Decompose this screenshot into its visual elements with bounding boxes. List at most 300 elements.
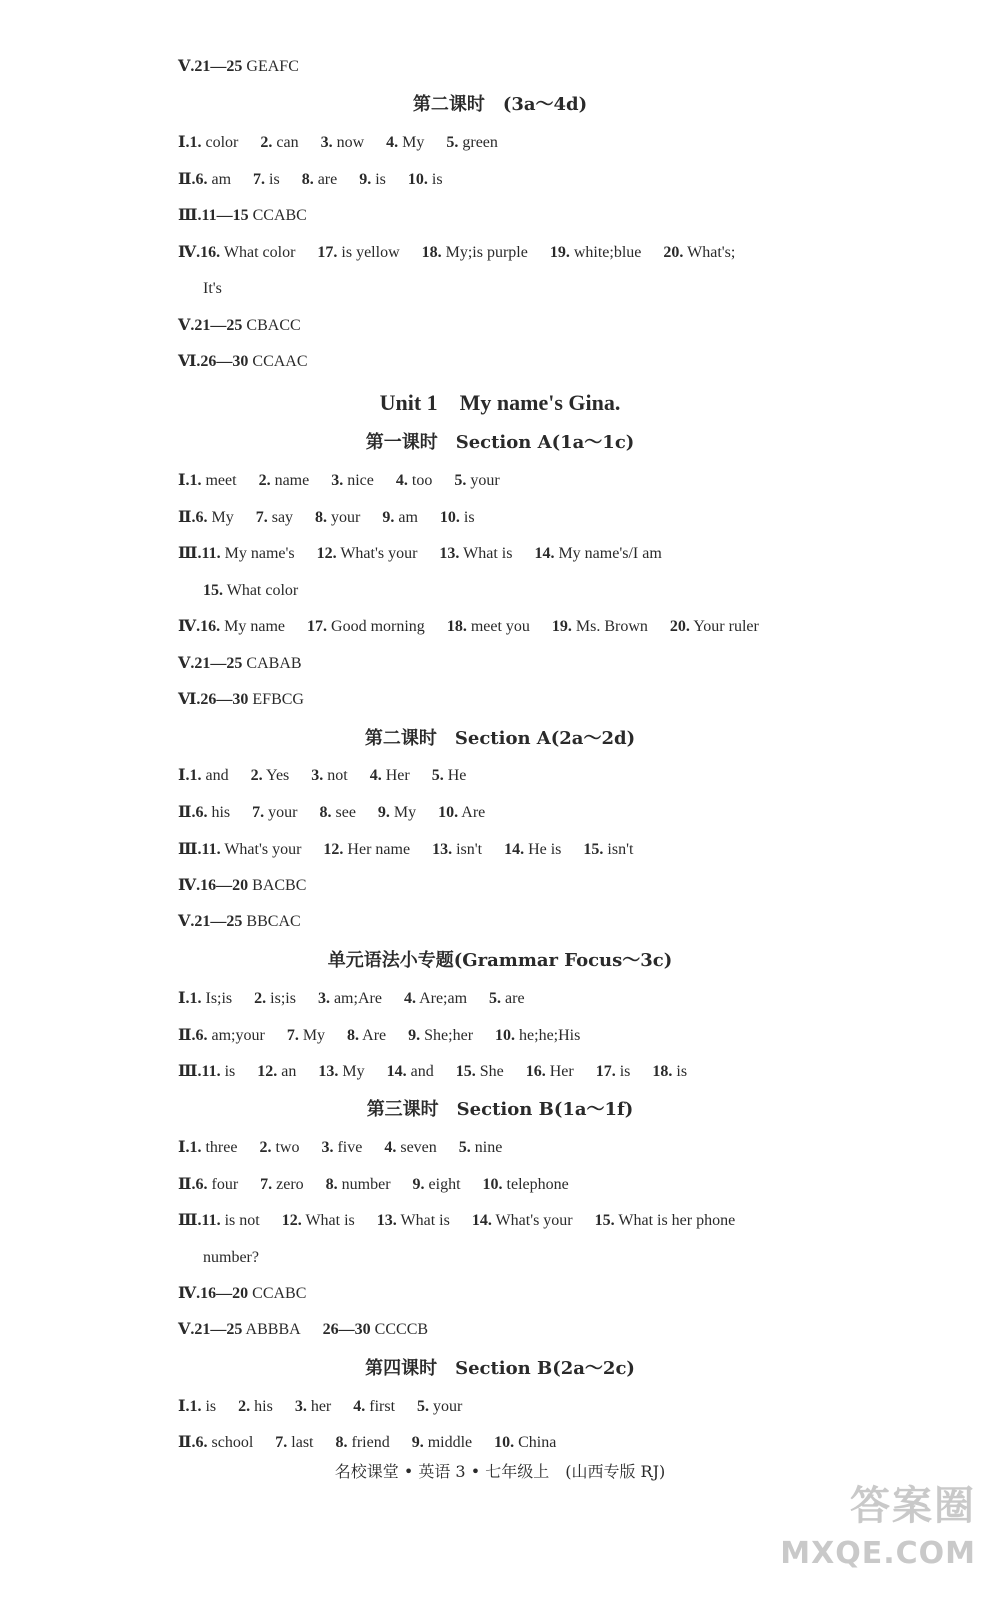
answer-text: is	[676, 1063, 688, 1080]
question-number: 15.	[594, 1212, 615, 1229]
answer-item	[422, 243, 528, 263]
answer-text: What is her phone	[618, 1212, 736, 1229]
question-group-label: Ⅴ.	[178, 58, 195, 75]
answer-text: name	[274, 472, 310, 489]
answer-item	[200, 1284, 306, 1304]
answer-text: white;blue	[573, 244, 642, 261]
question-number: 6.	[195, 1027, 208, 1044]
question-number: 15.	[203, 582, 223, 599]
answer-text: Is;is	[205, 990, 233, 1007]
answer-text: am;Are	[333, 990, 382, 1007]
question-number: 5.	[417, 1398, 430, 1415]
question-number: 14.	[386, 1063, 407, 1080]
question-number: 6.	[195, 1176, 208, 1193]
question-group-label: Ⅰ.	[178, 1398, 190, 1415]
answer-text: What color	[226, 582, 299, 599]
question-group-label: Ⅱ.	[178, 509, 196, 526]
answer-item	[387, 1062, 434, 1082]
answer-item	[318, 1062, 364, 1082]
answer-item	[295, 1397, 331, 1417]
answer-item	[251, 766, 290, 786]
question-number: 2.	[238, 1398, 251, 1415]
answer-item	[203, 1248, 259, 1268]
question-number: 3.	[331, 472, 344, 489]
answer-item	[408, 170, 443, 190]
answer-item	[326, 1175, 391, 1195]
answer-item	[408, 1026, 473, 1046]
answer-line	[178, 1320, 428, 1340]
answer-line	[178, 1138, 502, 1158]
answer-item	[321, 1138, 362, 1158]
answer-item	[446, 133, 498, 153]
question-number: 26—30	[200, 691, 249, 708]
question-number: 1.	[189, 767, 202, 784]
answer-text: isn't	[456, 841, 483, 858]
answer-item	[195, 1026, 264, 1046]
watermark-logo	[776, 1478, 976, 1590]
answer-text: last	[291, 1434, 314, 1451]
question-number: 4.	[386, 134, 399, 151]
answer-line	[178, 912, 301, 932]
answer-item	[494, 1433, 556, 1453]
answer-text: your	[268, 804, 298, 821]
answer-item	[335, 1433, 389, 1453]
answer-text: My name	[224, 618, 286, 635]
answer-line	[178, 243, 735, 263]
question-number: 4.	[395, 472, 408, 489]
answer-item	[201, 206, 306, 226]
answer-text: is not	[224, 1212, 260, 1229]
answer-text: What's;	[687, 244, 736, 261]
answer-item	[353, 1397, 395, 1417]
answer-item	[201, 1062, 235, 1082]
question-number: 14.	[534, 545, 555, 562]
answer-line	[178, 1397, 462, 1417]
page-footer: 名校课堂 • 英语 3 • 七年级上 (山西专版 RJ)	[334, 1462, 666, 1481]
answer-text: My	[302, 1027, 326, 1044]
question-number: 13.	[432, 841, 453, 858]
answer-text: Ms. Brown	[575, 618, 648, 635]
answer-text: are	[505, 990, 525, 1007]
question-group-label: Ⅰ.	[178, 990, 190, 1007]
question-number: 10.	[482, 1176, 503, 1193]
answer-text: not	[327, 767, 348, 784]
answer-item	[552, 617, 648, 637]
answer-item	[347, 1026, 386, 1046]
answer-item	[472, 1211, 573, 1231]
answer-text: say	[271, 509, 294, 526]
answer-item	[189, 989, 232, 1009]
answer-text: am;your	[211, 1027, 265, 1044]
answer-item	[323, 840, 410, 860]
answer-text: GEAFC	[246, 58, 299, 75]
answer-text: Her	[549, 1063, 574, 1080]
question-number: 13.	[318, 1063, 339, 1080]
answer-text: My	[211, 509, 234, 526]
question-number: 20.	[663, 244, 684, 261]
answer-text: What is	[463, 545, 513, 562]
question-number: 10.	[407, 171, 428, 188]
question-number: 6.	[195, 171, 208, 188]
answer-line	[178, 1062, 687, 1082]
question-number: 10.	[438, 804, 459, 821]
question-number: 19.	[551, 618, 572, 635]
question-number: 15.	[455, 1063, 476, 1080]
answer-item	[319, 803, 355, 823]
answer-text: He is	[528, 841, 562, 858]
answer-item	[489, 989, 525, 1009]
question-number: 9.	[412, 1176, 425, 1193]
answer-line	[178, 876, 306, 896]
answer-item	[252, 803, 297, 823]
answer-text: My	[402, 134, 425, 151]
question-number: 13.	[376, 1212, 397, 1229]
answer-text: am	[398, 509, 418, 526]
answer-item	[396, 471, 432, 491]
answer-text: My	[342, 1063, 365, 1080]
section-heading: 第一课时 Section A(1a～1c)	[365, 432, 635, 453]
question-number: 21—25	[194, 913, 243, 930]
question-number: 10.	[439, 509, 460, 526]
question-number: 9.	[408, 1027, 421, 1044]
answer-item	[238, 1397, 273, 1417]
answer-text: It's	[203, 280, 222, 297]
answer-text: meet you	[470, 618, 530, 635]
question-group-label: Ⅳ.	[178, 618, 201, 635]
question-group-label: Ⅳ.	[178, 877, 201, 894]
question-number: 11—15	[201, 207, 249, 224]
answer-text: She;her	[424, 1027, 474, 1044]
question-group-label: Ⅰ.	[178, 134, 190, 151]
watermark-logo-text: 答案圈	[850, 1483, 976, 1529]
answer-item	[189, 1397, 216, 1417]
question-number: 7.	[275, 1434, 288, 1451]
question-number: 21—25	[194, 1321, 243, 1338]
unit-title: Unit 1 My name's Gina.	[379, 390, 621, 415]
answer-text: and	[205, 767, 229, 784]
answer-item	[259, 1138, 299, 1158]
answer-item	[596, 1062, 631, 1082]
question-number: 4.	[384, 1139, 397, 1156]
answer-text: What's your	[224, 841, 302, 858]
question-group-label: Ⅵ.	[178, 691, 201, 708]
answer-item	[432, 840, 482, 860]
answer-line	[178, 840, 633, 860]
answer-item	[203, 581, 298, 601]
answer-line	[178, 471, 500, 491]
answer-text: He	[447, 767, 467, 784]
question-number: 18.	[446, 618, 467, 635]
answer-item	[194, 57, 298, 77]
answer-text: CCABC	[252, 207, 307, 224]
answer-line	[203, 581, 298, 601]
answer-text: CBACC	[246, 317, 301, 334]
question-number: 13.	[439, 545, 460, 562]
question-group-label: Ⅴ.	[178, 1321, 195, 1338]
answer-text: number?	[203, 1249, 259, 1266]
answer-text: nice	[347, 472, 374, 489]
answer-text: isn't	[607, 841, 634, 858]
question-number: 12.	[257, 1063, 278, 1080]
question-group-label: Ⅱ.	[178, 1434, 196, 1451]
answer-line	[178, 133, 498, 153]
answer-item	[260, 1175, 304, 1195]
question-number: 2.	[260, 134, 273, 151]
question-number: 3.	[321, 1139, 334, 1156]
answer-item	[550, 243, 642, 263]
section-heading: 第三课时 Section B(1a～1f)	[366, 1099, 634, 1120]
answer-text: three	[205, 1139, 238, 1156]
question-number: 21—25	[194, 58, 243, 75]
question-group-label: Ⅰ.	[178, 472, 190, 489]
answer-text: What is	[305, 1212, 355, 1229]
question-number: 17.	[317, 244, 338, 261]
question-number: 7.	[253, 171, 266, 188]
question-number: 8.	[301, 171, 314, 188]
question-number: 8.	[325, 1176, 338, 1193]
answer-item	[384, 1138, 436, 1158]
question-number: 1.	[189, 134, 202, 151]
question-number: 19.	[549, 244, 570, 261]
answer-item	[194, 654, 301, 674]
answer-text: her	[310, 1398, 332, 1415]
question-group-label: Ⅵ.	[178, 353, 201, 370]
answer-item	[195, 170, 231, 190]
question-number: 11.	[201, 841, 221, 858]
question-number: 15.	[583, 841, 604, 858]
answer-item	[259, 471, 310, 491]
answer-text: Yes	[266, 767, 290, 784]
answer-item	[194, 912, 300, 932]
question-number: 26—30	[322, 1321, 371, 1338]
answer-line	[178, 654, 302, 674]
answer-item	[253, 170, 280, 190]
answer-text: Good morning	[331, 618, 425, 635]
question-number: 1.	[189, 990, 202, 1007]
question-number: 20.	[669, 618, 690, 635]
answer-line	[178, 1026, 580, 1046]
answer-line	[203, 1248, 259, 1268]
answer-text: two	[275, 1139, 300, 1156]
answer-item	[189, 133, 238, 153]
section-heading: 第四课时 Section B(2a～2c)	[365, 1358, 635, 1379]
question-number: 6.	[195, 509, 208, 526]
answer-item	[307, 617, 425, 637]
answer-line	[178, 690, 304, 710]
answer-text: She	[479, 1063, 504, 1080]
question-number: 1.	[189, 1398, 202, 1415]
question-number: 8.	[335, 1434, 348, 1451]
question-group-label: Ⅲ.	[178, 207, 202, 224]
answer-text: China	[518, 1434, 557, 1451]
answer-text: am	[211, 171, 232, 188]
answer-text: first	[369, 1398, 396, 1415]
answer-text: Are	[362, 1027, 387, 1044]
question-number: 11.	[201, 545, 221, 562]
question-number: 1.	[189, 472, 202, 489]
answer-line	[178, 170, 443, 190]
answer-item	[412, 1433, 472, 1453]
question-number: 3.	[294, 1398, 307, 1415]
question-number: 18.	[421, 244, 442, 261]
answer-item	[189, 1138, 237, 1158]
answer-item	[377, 1211, 450, 1231]
answer-item	[317, 544, 418, 564]
answer-item	[595, 1211, 736, 1231]
answer-text: telephone	[506, 1176, 569, 1193]
answer-item	[189, 766, 228, 786]
answer-item	[201, 544, 294, 564]
question-number: 7.	[286, 1027, 299, 1044]
answer-text: is	[224, 1063, 236, 1080]
answer-line	[203, 279, 222, 299]
answer-item	[439, 544, 512, 564]
answer-text: zero	[276, 1176, 304, 1193]
section-heading: 第二课时 Section A(2a～2d)	[364, 728, 636, 749]
question-number: 7.	[255, 509, 268, 526]
answer-text: My	[393, 804, 417, 821]
answer-text: your	[331, 509, 361, 526]
answer-item	[200, 352, 307, 372]
answer-item	[260, 133, 298, 153]
answer-item	[447, 617, 530, 637]
answer-item	[254, 989, 296, 1009]
question-number: 21—25	[194, 655, 243, 672]
question-number: 3.	[320, 134, 333, 151]
question-number: 18.	[652, 1063, 673, 1080]
answer-item	[200, 690, 304, 710]
answer-item	[438, 803, 485, 823]
answer-item	[526, 1062, 574, 1082]
question-group-label: Ⅲ.	[178, 841, 202, 858]
answer-item	[282, 1211, 355, 1231]
answer-text: meet	[205, 472, 237, 489]
answer-text: Her	[385, 767, 410, 784]
question-number: 3.	[311, 767, 324, 784]
answer-item	[189, 471, 236, 491]
question-number: 10.	[495, 1027, 516, 1044]
answer-text: now	[336, 134, 365, 151]
answer-line	[178, 57, 299, 77]
answer-text: What's your	[340, 545, 418, 562]
answer-text: is	[269, 171, 280, 188]
question-number: 11.	[201, 1063, 221, 1080]
answer-line	[178, 766, 466, 786]
answer-text: is	[375, 171, 386, 188]
answer-item	[382, 508, 418, 528]
question-number: 14.	[471, 1212, 492, 1229]
answer-item	[195, 1175, 238, 1195]
question-number: 5.	[454, 472, 467, 489]
answer-item	[194, 316, 300, 336]
question-group-label: Ⅳ.	[178, 244, 201, 261]
question-group-label: Ⅱ.	[178, 1176, 196, 1193]
answer-text: he;he;His	[519, 1027, 581, 1044]
question-number: 8.	[319, 804, 332, 821]
question-group-label: Ⅳ.	[178, 1285, 201, 1302]
question-number: 1.	[189, 1139, 202, 1156]
answer-item	[456, 1062, 504, 1082]
answer-text: What color	[223, 244, 296, 261]
answer-text: Her name	[347, 841, 411, 858]
answer-text: number	[341, 1176, 391, 1193]
answer-text: four	[211, 1176, 239, 1193]
question-group-label: Ⅲ.	[178, 1063, 202, 1080]
answer-item	[195, 1433, 253, 1453]
answer-text: too	[411, 472, 433, 489]
answer-line	[178, 803, 485, 823]
answer-item	[201, 1211, 259, 1231]
answer-item	[200, 243, 295, 263]
question-number: 5.	[458, 1139, 471, 1156]
answer-item	[331, 471, 374, 491]
answer-text: ABBBA	[245, 1321, 301, 1338]
answer-item	[370, 766, 410, 786]
question-number: 16.	[200, 244, 221, 261]
answer-item	[256, 508, 293, 528]
answer-text: school	[211, 1434, 254, 1451]
answer-text: and	[410, 1063, 434, 1080]
question-number: 12.	[316, 545, 337, 562]
answer-text: your	[470, 472, 500, 489]
answer-text: is	[619, 1063, 631, 1080]
answer-item	[302, 170, 338, 190]
answer-item	[359, 170, 386, 190]
answer-item	[203, 279, 222, 299]
answer-text: his	[211, 804, 231, 821]
answer-item	[315, 508, 360, 528]
answer-item	[323, 1320, 428, 1340]
question-number: 2.	[254, 990, 267, 1007]
answer-text: is yellow	[341, 244, 400, 261]
answer-text: color	[205, 134, 239, 151]
question-group-label: Ⅰ.	[178, 1139, 190, 1156]
answer-text: My name's/I am	[558, 545, 662, 562]
answer-item	[534, 544, 661, 564]
answer-item	[194, 1320, 300, 1340]
section-heading: 第二课时 (3a～4d)	[412, 94, 588, 115]
answer-item	[318, 989, 382, 1009]
question-number: 7.	[260, 1176, 273, 1193]
answer-text: friend	[351, 1434, 390, 1451]
question-number: 17.	[307, 618, 328, 635]
answer-text: your	[433, 1398, 463, 1415]
question-number: 12.	[281, 1212, 302, 1229]
answer-text: an	[281, 1063, 297, 1080]
answer-line	[178, 544, 662, 564]
question-number: 16.	[200, 618, 221, 635]
answer-item	[504, 840, 561, 860]
question-number: 5.	[446, 134, 459, 151]
question-number: 17.	[595, 1063, 616, 1080]
question-group-label: Ⅱ.	[178, 1027, 196, 1044]
question-number: 10.	[494, 1434, 515, 1451]
answer-line	[178, 352, 308, 372]
question-number: 21—25	[194, 317, 243, 334]
question-number: 2.	[258, 472, 271, 489]
answer-text: CCAAC	[252, 353, 308, 370]
question-group-label: Ⅰ.	[178, 767, 190, 784]
answer-item	[257, 1062, 296, 1082]
question-number: 3.	[317, 990, 330, 1007]
answer-item	[404, 989, 467, 1009]
answer-text: CCABC	[252, 1285, 307, 1302]
answer-item	[483, 1175, 569, 1195]
answer-text: My name's	[224, 545, 295, 562]
answer-text: What is	[400, 1212, 450, 1229]
question-number: 6.	[195, 804, 208, 821]
answer-item	[195, 803, 230, 823]
